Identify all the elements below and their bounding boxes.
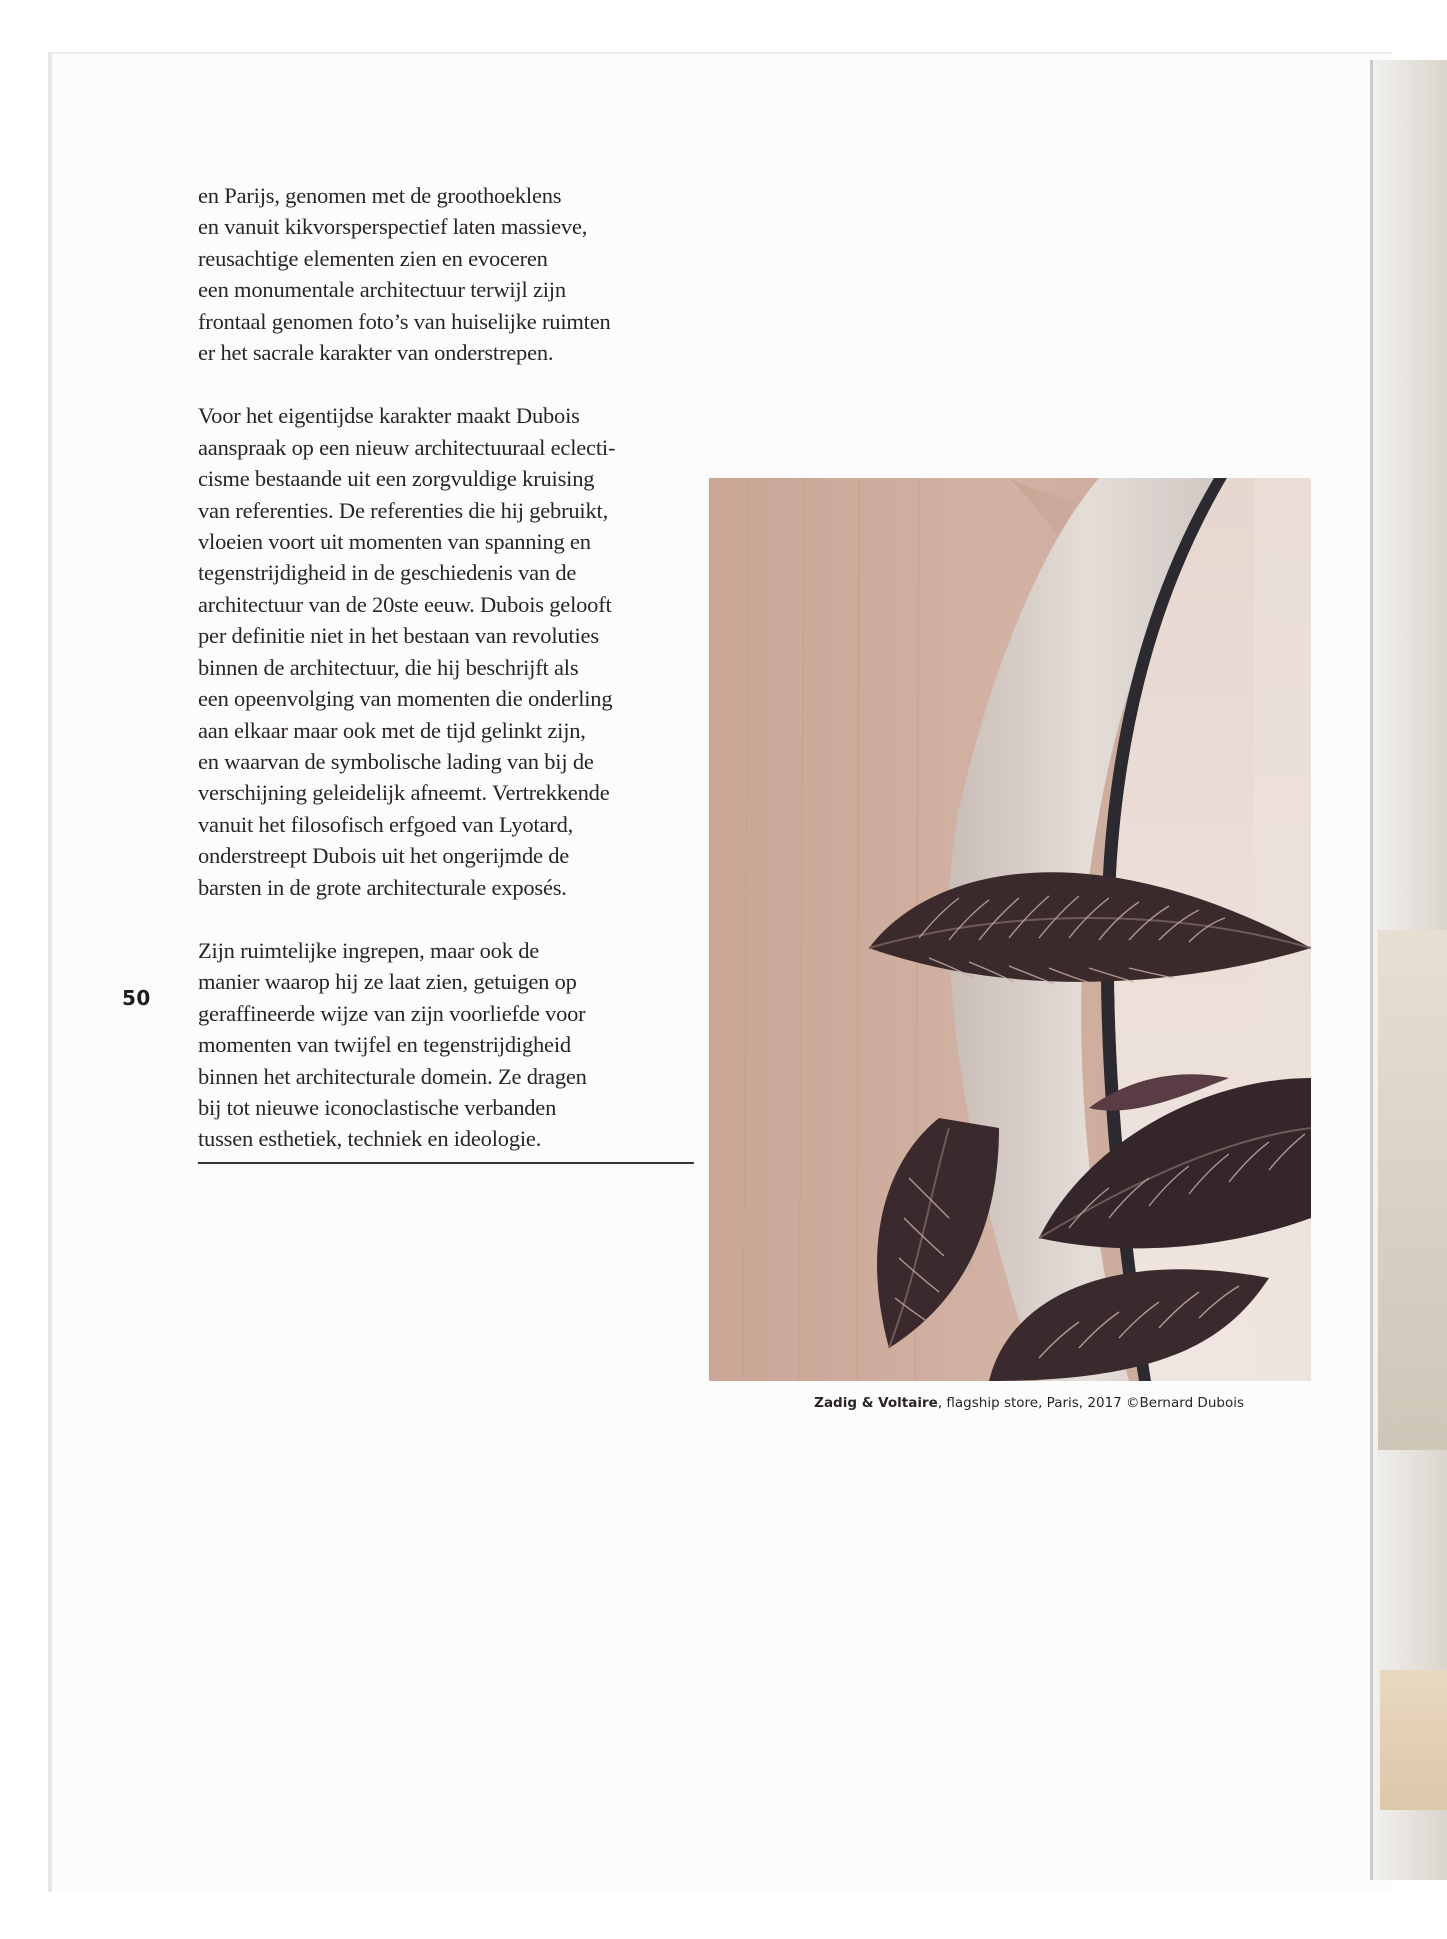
next-page-photo-strip [1378, 930, 1447, 1450]
article-photo [709, 478, 1311, 1381]
text-line: cisme bestaande uit een zorgvuldige kruising [198, 466, 595, 492]
text-line: momenten van twijfel en tegenstrijdigheid [198, 1032, 571, 1058]
text-line: tegenstrijdigheid in de geschiedenis van de [198, 560, 577, 586]
page-fold-shadow [1370, 60, 1373, 1880]
text-line: reusachtige elementen zien en evoceren [198, 245, 548, 271]
text-line: en Parijs, genomen met de groothoeklens [198, 183, 562, 208]
text-line: binnen de architectuur, die hij beschrijft als [198, 654, 579, 680]
text-line: en waarvan de symbolische lading van bij de [198, 748, 594, 774]
text-line: van referenties. De referenties die hij gebruikt, [198, 497, 609, 523]
paragraph-2 [198, 400, 698, 903]
text-line: een monumentale architectuur terwijl zijn [198, 277, 566, 303]
text-line: manier waarop hij ze laat zien, getuigen op [198, 969, 577, 995]
text-line: frontaal genomen foto’s van huiselijke ruimten [198, 308, 611, 334]
paragraph-3 [198, 935, 698, 1155]
next-page-photo-strip-lower [1380, 1670, 1447, 1810]
text-line: bij tot nieuwe iconoclastische verbanden [198, 1094, 557, 1120]
text-line: Voor het eigentijdse karakter maakt Dubois [198, 403, 580, 429]
text-line: aan elkaar maar ook met de tijd gelinkt zijn, [198, 717, 586, 743]
text-line: er het sacrale karakter van onderstrepen. [198, 340, 554, 366]
text-line: een opeenvolging van momenten die onderling [198, 686, 613, 712]
text-line: barsten in de grote architecturale exposés. [198, 874, 567, 900]
text-line: aanspraak op een nieuw architectuuraal eclecti- [198, 434, 616, 460]
text-line: geraffineerde wijze van zijn voorliefde voor [198, 1000, 586, 1026]
text-line: binnen het architecturale domein. Ze dragen [198, 1063, 587, 1089]
text-line: en vanuit kikvorsperspectief laten massieve, [198, 214, 588, 240]
text-line: Zijn ruimtelijke ingrepen, maar ook de [198, 937, 540, 963]
text-line: tussen esthetiek, techniek en ideologie. [198, 1126, 542, 1152]
page-number: 50 [122, 986, 151, 1010]
text-line: verschijning geleidelijk afneemt. Vertrekkende [198, 780, 610, 806]
next-page-edge [1370, 60, 1447, 1880]
photo-caption [709, 1395, 1244, 1411]
caption-details: , flagship store, Paris, 2017 ©Bernard Dubois [937, 1395, 1244, 1411]
text-line: per definitie niet in het bestaan van revoluties [198, 623, 599, 649]
paragraph-1 [198, 180, 698, 368]
text-line: onderstreept Dubois uit het ongerijmde de [198, 843, 570, 869]
section-divider [198, 1162, 694, 1164]
text-line: vloeien voort uit momenten van spanning en [198, 529, 591, 555]
caption-title: Zadig & Voltaire [814, 1395, 938, 1411]
text-line: vanuit het filosofisch erfgoed van Lyotard, [198, 811, 574, 837]
article-body [198, 180, 698, 1187]
text-line: architectuur van de 20ste eeuw. Dubois gelooft [198, 591, 612, 617]
